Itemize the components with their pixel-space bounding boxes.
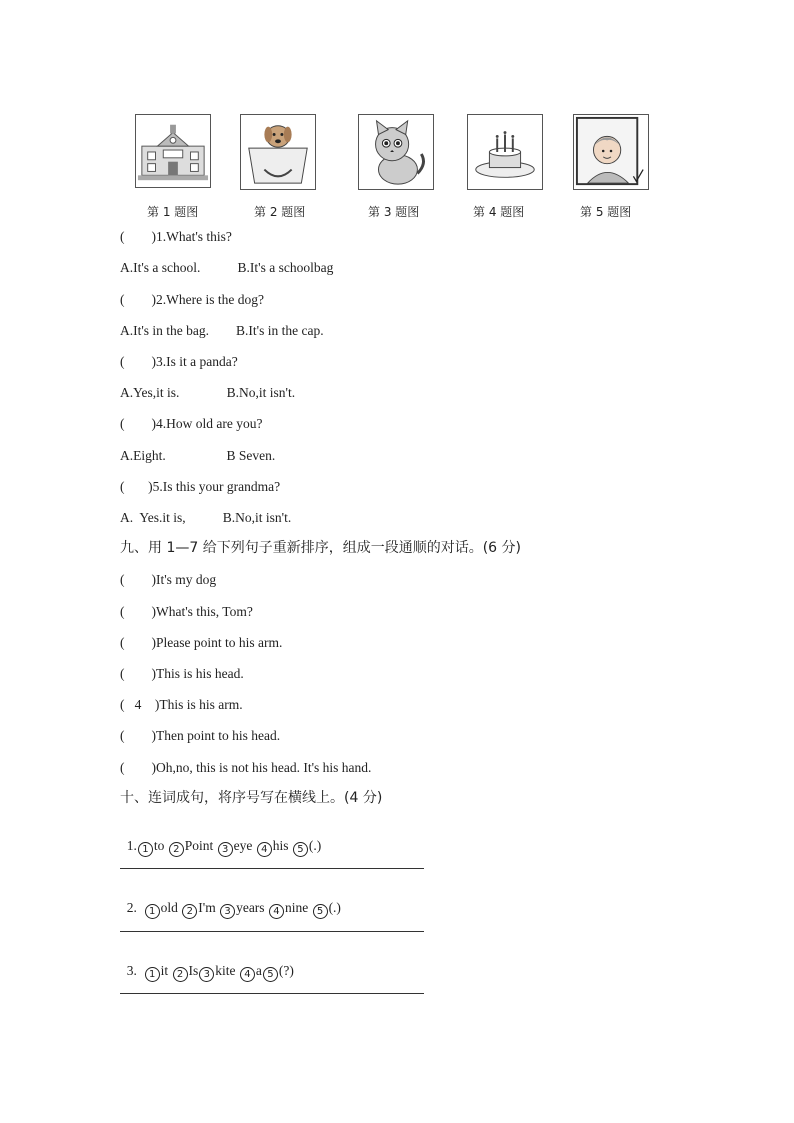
answer-options-3: A.Yes,it is. B.No,it isn't. — [120, 385, 296, 400]
dialogue-item: ( )Then point to his head. — [120, 728, 281, 743]
question-3: ( )3.Is it a panda? — [120, 354, 238, 369]
word: I'm — [198, 900, 220, 915]
circled-number: 2 — [169, 842, 184, 857]
word: (?) — [278, 963, 294, 978]
dog-in-bag-icon — [241, 115, 315, 189]
circled-number: 2 — [182, 904, 197, 919]
caption-1: 第 1 题图 — [147, 205, 199, 219]
school-building-icon — [136, 115, 210, 187]
answer-options-4: A.Eight. B Seven. — [120, 448, 276, 463]
dialogue-item: ( )Oh,no, this is not his head. It's his hand. — [120, 760, 372, 775]
circled-number: 4 — [269, 904, 284, 919]
circled-number: 3 — [199, 967, 214, 982]
word: (.) — [328, 900, 341, 915]
answer-line-3[interactable] — [120, 993, 424, 994]
circled-number: 2 — [173, 967, 188, 982]
word: old — [160, 900, 182, 915]
word: Point — [184, 838, 217, 853]
grandma-portrait-icon — [574, 115, 648, 189]
answer-options-1: A.It's a school. B.It's a schoolbag — [120, 260, 334, 275]
word: to — [153, 838, 168, 853]
dialogue-item: ( )What's this, Tom? — [120, 604, 253, 619]
question-5: ( )5.Is this your grandma? — [120, 479, 281, 494]
word: eye — [233, 838, 256, 853]
question-2: ( )2.Where is the dog? — [120, 292, 264, 307]
dialogue-item: ( )This is his head. — [120, 666, 244, 681]
circled-number: 1 — [138, 842, 153, 857]
word: his — [272, 838, 292, 853]
answer-line-1[interactable] — [120, 868, 424, 869]
picture-school — [135, 114, 211, 188]
circled-number: 1 — [145, 904, 160, 919]
picture-cat — [358, 114, 434, 190]
answer-line-2[interactable] — [120, 931, 424, 932]
question-number: 1. — [126, 838, 137, 853]
circled-number: 4 — [257, 842, 272, 857]
picture-cake — [467, 114, 543, 190]
question-1: ( )1.What's this? — [120, 229, 232, 244]
answer-options-5: A. Yes.it is, B.No,it isn't. — [120, 510, 292, 525]
picture-dog-bag — [240, 114, 316, 190]
word: years — [236, 900, 268, 915]
circled-number: 3 — [220, 904, 235, 919]
word: (.) — [308, 838, 322, 853]
caption-3: 第 3 题图 — [368, 205, 420, 219]
caption-2: 第 2 题图 — [254, 205, 306, 219]
circled-number: 5 — [293, 842, 308, 857]
circled-number: 5 — [313, 904, 328, 919]
word: a — [255, 963, 262, 978]
circled-number: 3 — [218, 842, 233, 857]
cat-icon — [359, 115, 433, 189]
question-4: ( )4.How old are you? — [120, 416, 263, 431]
picture-grandma — [573, 114, 649, 190]
circled-number: 4 — [240, 967, 255, 982]
word-order-question-1 — [120, 822, 321, 857]
word-order-question-2 — [120, 884, 341, 919]
word: Is — [188, 963, 199, 978]
word: it — [160, 963, 172, 978]
birthday-cake-icon — [468, 115, 542, 189]
circled-number: 5 — [263, 967, 278, 982]
word: kite — [215, 963, 239, 978]
word: nine — [284, 900, 312, 915]
dialogue-item: ( 4 )This is his arm. — [120, 697, 243, 712]
caption-4: 第 4 题图 — [473, 205, 525, 219]
question-number: 2. — [126, 900, 144, 915]
dialogue-item: ( )Please point to his arm. — [120, 635, 283, 650]
circled-number: 1 — [145, 967, 160, 982]
question-number: 3. — [126, 963, 144, 978]
word-order-question-3 — [120, 947, 294, 982]
section-9-title: 九、用 1—7 给下列句子重新排序，组成一段通顺的对话。(6 分) — [120, 540, 521, 556]
answer-options-2: A.It's in the bag. B.It's in the cap. — [120, 323, 324, 338]
caption-5: 第 5 题图 — [580, 205, 632, 219]
dialogue-item: ( )It's my dog — [120, 572, 217, 587]
section-10-title: 十、连词成句，将序号写在横线上。(4 分) — [120, 790, 383, 806]
